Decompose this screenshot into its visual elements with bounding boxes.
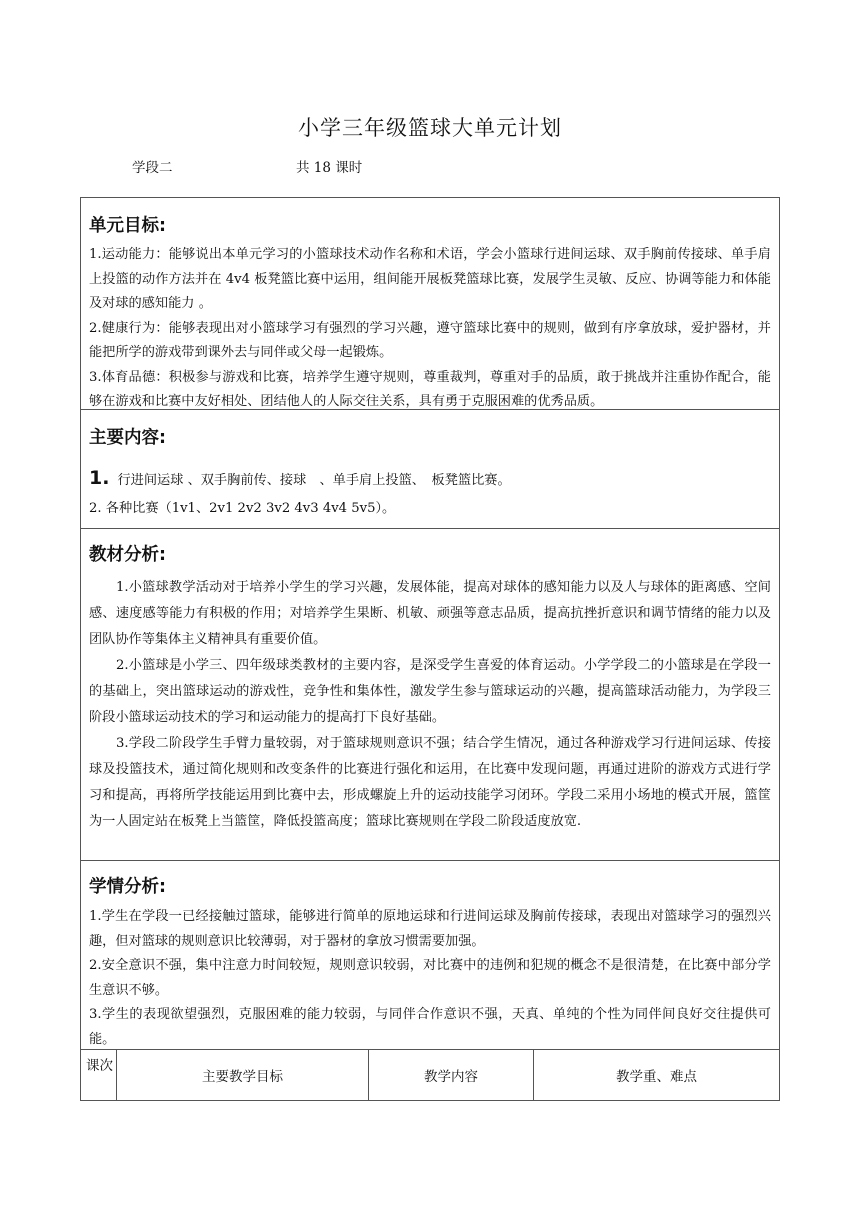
material-analysis-heading: 教材分析:: [89, 545, 166, 565]
main-content-item-number: 1.: [89, 467, 110, 489]
student-analysis-heading: 学情分析:: [89, 877, 166, 897]
material-analysis-item: 3.学段二阶段学生手臂力量较弱，对于篮球规则意识不强；结合学生情况，通过各种游戏学习行进间运球、传接球及投篮技术，通过简化规则和改变条件的比赛进行强化和运用，在比赛中发现问题，再通过进阶的游戏方式进行学习和提高，再将所学技能运用到比赛中去，形成螺旋上升的运动技能学习闭环。学段二采用小场地的模式开展，篮筐为一人固定站在板凳上当篮筐，降低投篮高度；篮球比赛规则在学段二阶段适度放宽.: [89, 736, 771, 829]
student-analysis-item: 2.安全意识不强，集中注意力时间较短，规则意识较弱，对比赛中的违例和犯规的概念不是很清楚，在比赛中部分学生意识不够。: [89, 958, 771, 998]
unit-goal-item: 1.运动能力：能够说出本单元学习的小篮球技术动作名称和术语，学会小篮球行进间运球、双手胸前传接球、单手肩上投篮的动作方法并在 4v4 板凳篮比赛中运用，组间能开展板凳篮球比赛，发展学生灵敏、反应、协调等能力和体能及对球的感知能力 。: [89, 247, 771, 311]
col-key-difficult-points: 教学重、难点: [616, 1069, 697, 1085]
col-lesson-number: 课次: [81, 1050, 117, 1100]
unit-goals-section: [81, 198, 779, 410]
material-analysis-section: [81, 529, 779, 861]
main-content-item: [89, 466, 771, 494]
col-main-goals: 主要教学目标: [117, 1050, 369, 1100]
stage-label: 学段二: [132, 160, 173, 176]
student-analysis-section: [81, 861, 779, 1050]
main-content-item-text: 行进间运球 、双手胸前传、接球 、单手肩上投篮、 板凳篮比赛。: [117, 473, 511, 488]
student-analysis-item: 3.学生的表现欲望强烈，克服困难的能力较弱，与同伴合作意识不强，天真、单纯的个性为同伴间良好交往提供可能。: [89, 1007, 771, 1047]
unit-goal-item: 2.健康行为：能够表现出对小篮球学习有强烈的学习兴趣，遵守篮球比赛中的规则，做到有序拿放球，爱护器材，并能把所学的游戏带到课外去与同伴或父母一起锻炼。: [89, 320, 771, 360]
lesson-table-header: [81, 1050, 779, 1100]
page-title: 小学三年级篮球大单元计划: [298, 116, 562, 140]
student-analysis-item: 1.学生在学段一已经接触过篮球，能够进行简单的原地运球和行进间运球及胸前传接球，表现出对篮球学习的强烈兴趣，但对篮球的规则意识比较薄弱，对于器材的拿放习惯需要加强。: [89, 909, 771, 949]
hours-label: 共 18 课时: [296, 160, 363, 176]
unit-goals-heading: 单元目标:: [89, 216, 166, 236]
plan-table: [80, 197, 780, 1101]
material-analysis-item: 1.小篮球教学活动对于培养小学生的学习兴趣，发展体能，提高对球体的感知能力以及人与球体的距离感、空间感、速度感等能力有积极的作用；对培养学生果断、机敏、顽强等意志品质，提高抗挫折意识和调节情绪的能力以及团队协作等集体主义精神具有重要价值。: [89, 580, 771, 647]
main-content-section: [81, 410, 779, 529]
main-content-item: 2. 各种比赛（1v1、2v1 2v2 3v2 4v3 4v4 5v5）。: [89, 501, 396, 516]
main-content-heading: 主要内容:: [89, 428, 166, 448]
col-teaching-content: 教学内容: [369, 1050, 534, 1100]
material-analysis-item: 2.小篮球是小学三、四年级球类教材的主要内容，是深受学生喜爱的体育运动。小学学段二的小篮球是在学段一的基础上，突出篮球运动的游戏性，竞争性和集体性，激发学生参与篮球运动的兴趣，提高篮球活动能力，为学段三阶段小篮球运动技术的学习和运动能力的提高打下良好基础。: [89, 658, 771, 725]
unit-goal-item: 3.体育品德：积极参与游戏和比赛，培养学生遵守规则，尊重裁判，尊重对手的品质，敢于挑战并注重协作配合，能够在游戏和比赛中友好相处、团结他人的人际交往关系，具有勇于克服困难的优秀品质。: [89, 369, 771, 409]
